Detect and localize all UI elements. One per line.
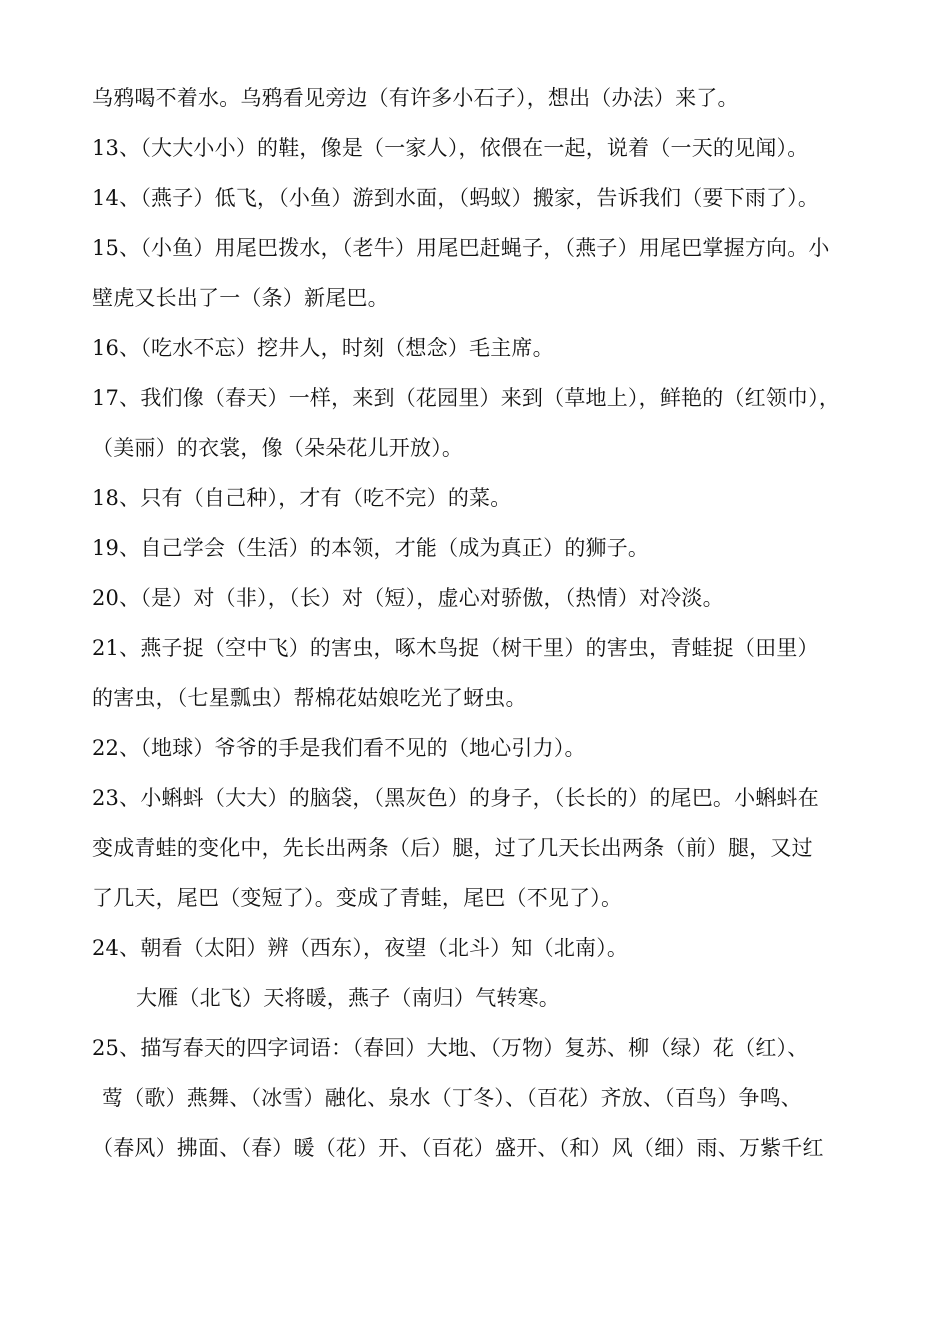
text-line-item-21: 21、燕子捉（空中飞）的害虫，啄木鸟捉（树干里）的害虫，青蛙捉（田里） — [92, 636, 819, 660]
text-line-1: 乌鸦喝不着水。乌鸦看见旁边（有许多小石子），想出（办法）来了。 — [92, 86, 739, 110]
text-line-item-24-cont: 大雁（北飞）天将暖，燕子（南归）气转寒。 — [136, 986, 560, 1010]
text-line-item-23: 23、小蝌蚪（大大）的脑袋，（黑灰色）的身子，（长长的）的尾巴。小蝌蚪在 — [92, 786, 819, 810]
text-line-item-15-cont: 壁虎又长出了一（条）新尾巴。 — [92, 286, 389, 310]
text-line-item-23-cont-1: 变成青蛙的变化中，先长出两条（后）腿，过了几天长出两条（前）腿，又过 — [92, 836, 813, 860]
text-line-item-20: 20、（是）对（非），（长）对（短），虚心对骄傲，（热情）对冷淡。 — [92, 586, 724, 610]
text-line-item-17: 17、我们像（春天）一样，来到（花园里）来到（草地上），鲜艳的（红领巾）， — [92, 386, 841, 410]
text-line-item-15: 15、（小鱼）用尾巴拨水，（老牛）用尾巴赶蝇子，（燕子）用尾巴掌握方向。小 — [92, 236, 830, 260]
text-line-item-25-cont-1: 莺（歌）燕舞、（冰雪）融化、泉水（丁冬）、（百花）齐放、（百鸟）争鸣、 — [102, 1086, 802, 1110]
text-line-item-18: 18、只有（自己种），才有（吃不完）的菜。 — [92, 486, 512, 510]
text-line-item-14: 14、（燕子）低飞，（小鱼）游到水面，（蚂蚁）搬家，告诉我们（要下雨了）。 — [92, 186, 820, 210]
text-line-item-13: 13、（大大小小）的鞋，像是（一家人），依偎在一起，说着（一天的见闻）。 — [92, 136, 809, 160]
text-line-item-22: 22、（地球）爷爷的手是我们看不见的（地心引力）。 — [92, 736, 586, 760]
text-line-item-25-cont-2: （春风）拂面、（春）暖（花）开、（百花）盛开、（和）风（细）雨、万紫千红 — [92, 1136, 824, 1160]
text-line-item-19: 19、自己学会（生活）的本领，才能（成为真正）的狮子。 — [92, 536, 650, 560]
text-line-item-16: 16、（吃水不忘）挖井人，时刻（想念）毛主席。 — [92, 336, 554, 360]
text-line-item-24: 24、朝看（太阳）辨（西东），夜望（北斗）知（北南）。 — [92, 936, 629, 960]
text-line-item-25: 25、描写春天的四字词语：（春回）大地、（万物）复苏、柳（绿）花（红）、 — [92, 1036, 809, 1060]
text-line-item-23-cont-2: 了几天，尾巴（变短了）。变成了青蛙，尾巴（不见了）。 — [92, 886, 623, 910]
text-line-item-17-cont: （美丽）的衣裳，像（朵朵花儿开放）。 — [92, 436, 464, 460]
text-line-item-21-cont: 的害虫，（七星瓢虫）帮棉花姑娘吃光了蚜虫。 — [92, 686, 527, 710]
